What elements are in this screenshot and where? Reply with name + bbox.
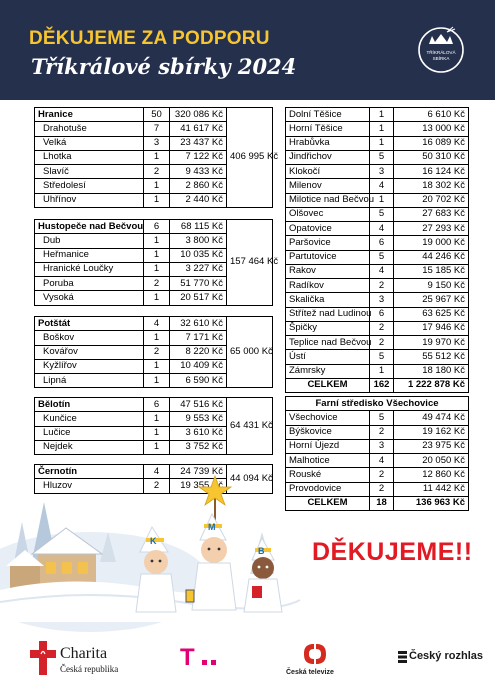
thanks-heading: DĚKUJEME!!	[312, 538, 473, 566]
logo-text-2: SBÍRKA	[432, 56, 450, 61]
amount-cell: 10 035 Kč	[170, 248, 227, 262]
amount-cell: 9 553 Kč	[170, 412, 227, 426]
amount-cell: 44 246 Kč	[394, 250, 469, 264]
amount-cell: 25 967 Kč	[394, 293, 469, 307]
amount-cell: 2 440 Kč	[170, 193, 227, 207]
amount-cell: 50 310 Kč	[394, 150, 469, 164]
amount-cell: 3 610 Kč	[170, 426, 227, 440]
municipality-name: Ústí	[286, 350, 370, 364]
municipality-name: Partutovice	[286, 250, 370, 264]
collector-count: 1	[370, 193, 394, 207]
collector-count: 1	[144, 291, 170, 305]
collector-count: 1	[144, 359, 170, 373]
municipality-name: Dolní Těšice	[286, 108, 370, 122]
collector-count: 4	[370, 264, 394, 278]
total-amount: 136 963 Kč	[394, 496, 469, 510]
municipality-name: Rakov	[286, 264, 370, 278]
municipality-name: Bělotín	[35, 398, 144, 412]
svg-text:B: B	[258, 546, 265, 556]
municipality-name: Kovářov	[35, 345, 144, 359]
municipality-name: Radíkov	[286, 279, 370, 293]
collector-count: 5	[370, 150, 394, 164]
total-label: CELKEM	[286, 378, 370, 392]
amount-cell: 8 220 Kč	[170, 345, 227, 359]
collector-count: 2	[370, 279, 394, 293]
municipality-name: Střítež nad Ludinou	[286, 307, 370, 321]
municipality-name: Hranické Loučky	[35, 262, 144, 276]
municipality-name: Nejdek	[35, 440, 144, 454]
municipality-name: Provodovice	[286, 482, 370, 496]
amount-cell: 68 115 Kč	[170, 220, 227, 234]
municipality-name: Opatovice	[286, 222, 370, 236]
header-banner	[0, 0, 495, 100]
charita-cross-icon	[30, 641, 56, 675]
municipality-name: Hluzov	[35, 479, 144, 493]
collector-count: 3	[144, 136, 170, 150]
collector-count: 6	[370, 307, 394, 321]
amount-cell: 3 800 Kč	[170, 234, 227, 248]
table-row	[286, 222, 469, 236]
collector-count: 4	[144, 317, 170, 331]
collector-count: 7	[144, 122, 170, 136]
municipality-name: Poruba	[35, 277, 144, 291]
table-hustopece	[34, 219, 279, 306]
collector-count: 2	[370, 468, 394, 482]
municipality-name: Zámrsky	[286, 364, 370, 378]
municipality-name: Hustopeče nad Bečvou	[35, 220, 144, 234]
table-row	[286, 136, 469, 150]
amount-cell: 18 180 Kč	[394, 364, 469, 378]
municipality-name: Klokočí	[286, 165, 370, 179]
collector-count: 3	[370, 439, 394, 453]
amount-cell: 18 302 Kč	[394, 179, 469, 193]
collector-count: 5	[370, 250, 394, 264]
collector-count: 4	[144, 465, 170, 479]
table-belotin	[34, 397, 273, 455]
telekom-mark: T	[180, 644, 195, 671]
municipality-name: Olšovec	[286, 207, 370, 221]
amount-cell: 320 086 Kč	[170, 108, 227, 122]
amount-cell: 27 293 Kč	[394, 222, 469, 236]
municipality-name: Slavíč	[35, 165, 144, 179]
amount-cell: 2 860 Kč	[170, 179, 227, 193]
collector-count: 1	[370, 108, 394, 122]
page-subtitle: Tříkrálové sbírky 2024	[31, 54, 297, 79]
total-row	[286, 496, 469, 510]
table-row	[35, 317, 273, 331]
amount-cell: 7 171 Kč	[170, 331, 227, 345]
municipality-name: Kunčice	[35, 412, 144, 426]
table-row	[286, 293, 469, 307]
collector-count: 1	[144, 440, 170, 454]
municipality-name: Milenov	[286, 179, 370, 193]
municipality-name: Skalička	[286, 293, 370, 307]
svg-text:K: K	[150, 536, 157, 546]
table-row	[286, 425, 469, 439]
table-row	[286, 179, 469, 193]
collector-count: 2	[144, 345, 170, 359]
collector-count: 1	[144, 331, 170, 345]
municipality-name: Rouské	[286, 468, 370, 482]
municipality-name: Boškov	[35, 331, 144, 345]
amount-cell: 20 050 Kč	[394, 454, 469, 468]
municipality-name: Velká	[35, 136, 144, 150]
table-row	[35, 220, 273, 234]
municipality-name: Černotín	[35, 465, 144, 479]
table-row	[286, 454, 469, 468]
total-amount: 1 222 878 Kč	[394, 378, 469, 392]
collector-count: 3	[370, 165, 394, 179]
amount-cell: 11 442 Kč	[394, 482, 469, 496]
amount-cell: 6 610 Kč	[394, 108, 469, 122]
table-row	[286, 350, 469, 364]
amount-cell: 3 752 Kč	[170, 440, 227, 454]
table-row	[35, 398, 273, 412]
collector-count: 2	[370, 482, 394, 496]
amount-cell: 23 437 Kč	[170, 136, 227, 150]
table-row	[286, 108, 469, 122]
municipality-name: Špičky	[286, 321, 370, 335]
collector-count: 50	[144, 108, 170, 122]
amount-cell: 10 409 Kč	[170, 359, 227, 373]
total-count: 162	[370, 378, 394, 392]
collector-count: 1	[144, 412, 170, 426]
three-kings-illustration	[0, 462, 300, 622]
table-row	[286, 307, 469, 321]
amount-cell: 20 702 Kč	[394, 193, 469, 207]
municipality-name: Horní Újezd	[286, 439, 370, 453]
municipality-name: Vysoká	[35, 291, 144, 305]
collector-count: 6	[370, 236, 394, 250]
table-row	[286, 279, 469, 293]
municipality-name: Teplice nad Bečvou	[286, 336, 370, 350]
municipality-name: Všechovice	[286, 411, 370, 425]
amount-cell: 19 162 Kč	[394, 425, 469, 439]
amount-cell: 41 617 Kč	[170, 122, 227, 136]
municipality-name: Horní Těšice	[286, 122, 370, 136]
municipality-name: Hranice	[35, 108, 144, 122]
amount-cell: 9 150 Kč	[394, 279, 469, 293]
amount-cell: 55 512 Kč	[394, 350, 469, 364]
charita-name: Charita	[60, 645, 108, 662]
total-label: CELKEM	[286, 496, 370, 510]
charita-subtitle: Česká republika	[60, 664, 119, 674]
collector-count: 2	[144, 479, 170, 493]
municipality-name: Hrabůvka	[286, 136, 370, 150]
table-row	[286, 397, 469, 411]
table-row	[286, 364, 469, 378]
collector-count: 1	[370, 122, 394, 136]
amount-cell: 51 770 Kč	[170, 277, 227, 291]
amount-cell: 3 227 Kč	[170, 262, 227, 276]
amount-cell: 15 185 Kč	[394, 264, 469, 278]
collector-count: 1	[370, 364, 394, 378]
table-row	[286, 482, 469, 496]
group-total: 65 000 Kč	[227, 317, 273, 388]
collector-count: 4	[370, 222, 394, 236]
amount-cell: 47 516 Kč	[170, 398, 227, 412]
cesky-rozhlas-logo-icon	[398, 651, 407, 663]
svg-text:M: M	[208, 522, 216, 532]
ceska-televize-logo-icon	[302, 642, 328, 666]
table-row	[286, 321, 469, 335]
group-total: 44 094 Kč	[227, 465, 273, 494]
table-row	[286, 468, 469, 482]
collector-count: 2	[144, 165, 170, 179]
amount-cell: 16 089 Kč	[394, 136, 469, 150]
municipality-name: Lučice	[35, 426, 144, 440]
collector-count: 1	[144, 374, 170, 388]
table-row	[286, 411, 469, 425]
table-row	[286, 165, 469, 179]
total-count: 18	[370, 496, 394, 510]
total-row	[286, 378, 469, 392]
amount-cell: 20 517 Kč	[170, 291, 227, 305]
municipality-name: Kyžlířov	[35, 359, 144, 373]
collector-count: 2	[144, 277, 170, 291]
table-vsechovice	[285, 396, 469, 511]
municipality-name: Heřmanice	[35, 248, 144, 262]
municipality-name: Paršovice	[286, 236, 370, 250]
amount-cell: 19 970 Kč	[394, 336, 469, 350]
page-title: DĚKUJEME ZA PODPORU	[29, 28, 270, 49]
table-potstat	[34, 316, 273, 388]
table-row	[286, 150, 469, 164]
telekom-logo-icon	[178, 644, 228, 671]
logo-text-1: TŘÍKRÁLOVÁ	[426, 50, 456, 55]
collector-count: 5	[370, 350, 394, 364]
table-row	[286, 439, 469, 453]
collector-count: 5	[370, 207, 394, 221]
collector-count: 1	[144, 248, 170, 262]
table-row	[286, 236, 469, 250]
table-row	[286, 193, 469, 207]
municipality-name: Milotice nad Bečvou	[286, 193, 370, 207]
collector-count: 1	[144, 262, 170, 276]
municipality-name: Lipná	[35, 374, 144, 388]
collector-count: 2	[370, 336, 394, 350]
municipality-name: Uhřínov	[35, 193, 144, 207]
collector-count: 2	[370, 425, 394, 439]
collector-count: 6	[144, 398, 170, 412]
amount-cell: 17 946 Kč	[394, 321, 469, 335]
table-row	[286, 264, 469, 278]
table-obce	[285, 107, 469, 393]
collector-count: 1	[144, 193, 170, 207]
collector-count: 1	[144, 150, 170, 164]
amount-cell: 19 000 Kč	[394, 236, 469, 250]
group-total: 157 464 Kč	[227, 220, 273, 306]
table-row	[286, 250, 469, 264]
collector-count: 1	[144, 179, 170, 193]
municipality-name: Lhotka	[35, 150, 144, 164]
municipality-name: Býškovice	[286, 425, 370, 439]
group-total: 406 995 Kč	[227, 108, 273, 208]
amount-cell: 49 474 Kč	[394, 411, 469, 425]
amount-cell: 12 860 Kč	[394, 468, 469, 482]
table-row	[35, 108, 273, 122]
amount-cell: 63 625 Kč	[394, 307, 469, 321]
collector-count: 4	[370, 179, 394, 193]
amount-cell: 23 975 Kč	[394, 439, 469, 453]
amount-cell: 19 355 Kč	[170, 479, 227, 493]
municipality-name: Potštát	[35, 317, 144, 331]
cesky-rozhlas-name: Český rozhlas	[409, 650, 483, 662]
municipality-name: Středolesí	[35, 179, 144, 193]
table-title: Farní středisko Všechovice	[286, 397, 469, 411]
municipality-name: Jindřichov	[286, 150, 370, 164]
amount-cell: 24 739 Kč	[170, 465, 227, 479]
table-hranice	[34, 107, 279, 208]
collector-count: 4	[370, 454, 394, 468]
municipality-name: Malhotice	[286, 454, 370, 468]
collector-count: 1	[370, 136, 394, 150]
group-total: 64 431 Kč	[227, 398, 273, 455]
amount-cell: 16 124 Kč	[394, 165, 469, 179]
municipality-name: Dub	[35, 234, 144, 248]
collector-count: 6	[144, 220, 170, 234]
collector-count: 1	[144, 234, 170, 248]
collector-count: 3	[370, 293, 394, 307]
collector-count: 2	[370, 321, 394, 335]
amount-cell: 6 590 Kč	[170, 374, 227, 388]
municipality-name: Drahotuše	[35, 122, 144, 136]
table-row	[286, 207, 469, 221]
amount-cell: 27 683 Kč	[394, 207, 469, 221]
table-row	[286, 122, 469, 136]
amount-cell: 9 433 Kč	[170, 165, 227, 179]
collector-count: 5	[370, 411, 394, 425]
ceska-televize-name: Česká televize	[286, 669, 334, 676]
table-row	[286, 336, 469, 350]
amount-cell: 32 610 Kč	[170, 317, 227, 331]
trikralova-sbirka-logo-icon	[417, 26, 465, 74]
amount-cell: 13 000 Kč	[394, 122, 469, 136]
amount-cell: 7 122 Kč	[170, 150, 227, 164]
collector-count: 1	[144, 426, 170, 440]
